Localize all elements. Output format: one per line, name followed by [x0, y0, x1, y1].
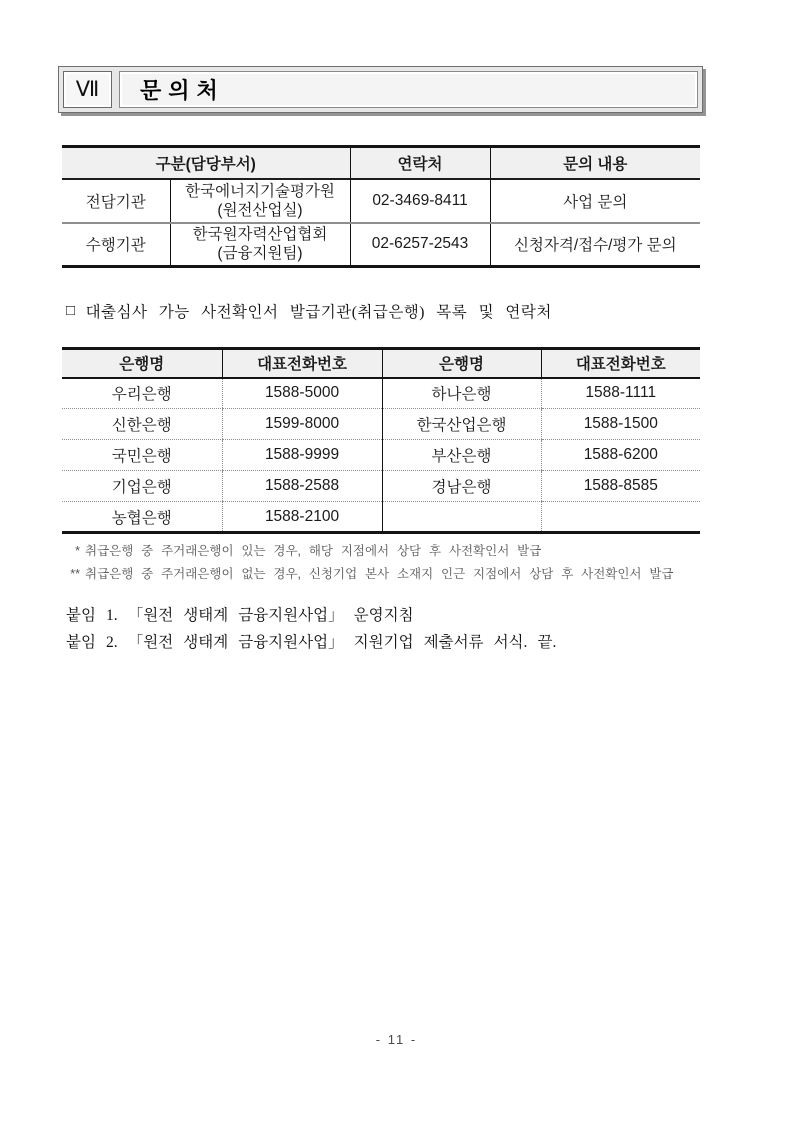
bank-name [382, 502, 541, 533]
bank-phone: 1599-8000 [222, 409, 382, 440]
bank-list-heading-text: 대출심사 가능 사전확인서 발급기관(취급은행) 목록 및 연락처 [85, 304, 552, 321]
table-row [62, 179, 700, 223]
bank-header-phone: 대표전화번호 [222, 349, 382, 378]
square-bullet-icon: □ [66, 302, 76, 319]
table-row [62, 502, 700, 533]
contact-table-header-row [62, 147, 700, 179]
bank-name: 한국산업은행 [382, 409, 541, 440]
bank-phone: 1588-1111 [541, 378, 700, 409]
bank-phone: 1588-9999 [222, 440, 382, 471]
table-row [62, 409, 700, 440]
section-title: 문의처 [119, 71, 698, 108]
contact-phone: 02-6257-2543 [350, 223, 490, 267]
contact-org-name: 한국에너지기술평가원 [185, 182, 335, 200]
footnote-text: 취급은행 중 주거래은행이 있는 경우, 해당 지점에서 상담 후 사전확인서 발급 [85, 544, 542, 558]
bank-table-header-row [62, 349, 700, 378]
bank-name: 농협은행 [111, 509, 172, 527]
bank-header-phone: 대표전화번호 [541, 349, 700, 378]
bank-name: 우리은행 [62, 378, 222, 409]
contact-header-phone: 연락처 [350, 147, 490, 179]
attachment-line: 붙임 2. 「원전 생태계 금융지원사업」 지원기업 제출서류 서식. 끝. [66, 634, 557, 651]
bank-name: 기업은행 [62, 471, 222, 502]
footnote-text: 취급은행 중 주거래은행이 없는 경우, 신청기업 본사 소재지 인근 지점에서 상담 후 사전확인서 발급 [85, 567, 674, 581]
bank-name: 하나은행 [382, 378, 541, 409]
contact-phone: 02-3469-8411 [350, 179, 490, 223]
contact-content: 신청자격/접수/평가 문의 [490, 223, 700, 267]
bank-phone [541, 502, 700, 533]
section-banner [58, 66, 703, 113]
bank-phone: 1588-8585 [541, 471, 700, 502]
bank-list-heading [66, 300, 552, 322]
contact-content: 사업 문의 [490, 179, 700, 223]
attachment-line: 붙임 1. 「원전 생태계 금융지원사업」 운영지침 [66, 607, 414, 624]
bank-table [62, 347, 700, 534]
bank-phone: 1588-2100 [222, 502, 382, 533]
section-numeral: Ⅶ [63, 71, 112, 108]
table-row [62, 223, 700, 267]
contact-org-dept: (원전산업실) [217, 201, 303, 219]
bank-phone: 1588-2588 [222, 471, 382, 502]
contact-role: 수행기관 [85, 237, 146, 255]
contact-header-content: 문의 내용 [490, 147, 700, 179]
contact-org [170, 223, 350, 267]
contact-org-dept: (금융지원팀) [217, 245, 303, 263]
contact-org [170, 179, 350, 223]
bank-phone: 1588-6200 [541, 440, 700, 471]
contact-org-name: 한국원자력산업협회 [192, 226, 328, 244]
footnotes [62, 540, 674, 586]
contact-table [62, 145, 700, 268]
attachment-notes [66, 602, 556, 656]
page-number: - 11 - [375, 1032, 418, 1047]
bank-name: 국민은행 [62, 440, 222, 471]
footnote-marker: * [75, 544, 80, 558]
bank-name: 신한은행 [62, 409, 222, 440]
bank-header-name: 은행명 [62, 349, 222, 378]
footnote-marker: ** [70, 567, 80, 581]
table-row [62, 440, 700, 471]
footnote-line [62, 563, 674, 586]
bank-name: 부산은행 [382, 440, 541, 471]
contact-header-category: 구분(담당부서) [62, 147, 350, 179]
bank-phone: 1588-1500 [541, 409, 700, 440]
bank-header-name: 은행명 [382, 349, 541, 378]
footnote-line [62, 540, 674, 563]
bank-phone: 1588-5000 [222, 378, 382, 409]
table-row [62, 378, 700, 409]
table-row [62, 471, 700, 502]
contact-role: 전담기관 [62, 179, 170, 223]
bank-name: 경남은행 [382, 471, 541, 502]
